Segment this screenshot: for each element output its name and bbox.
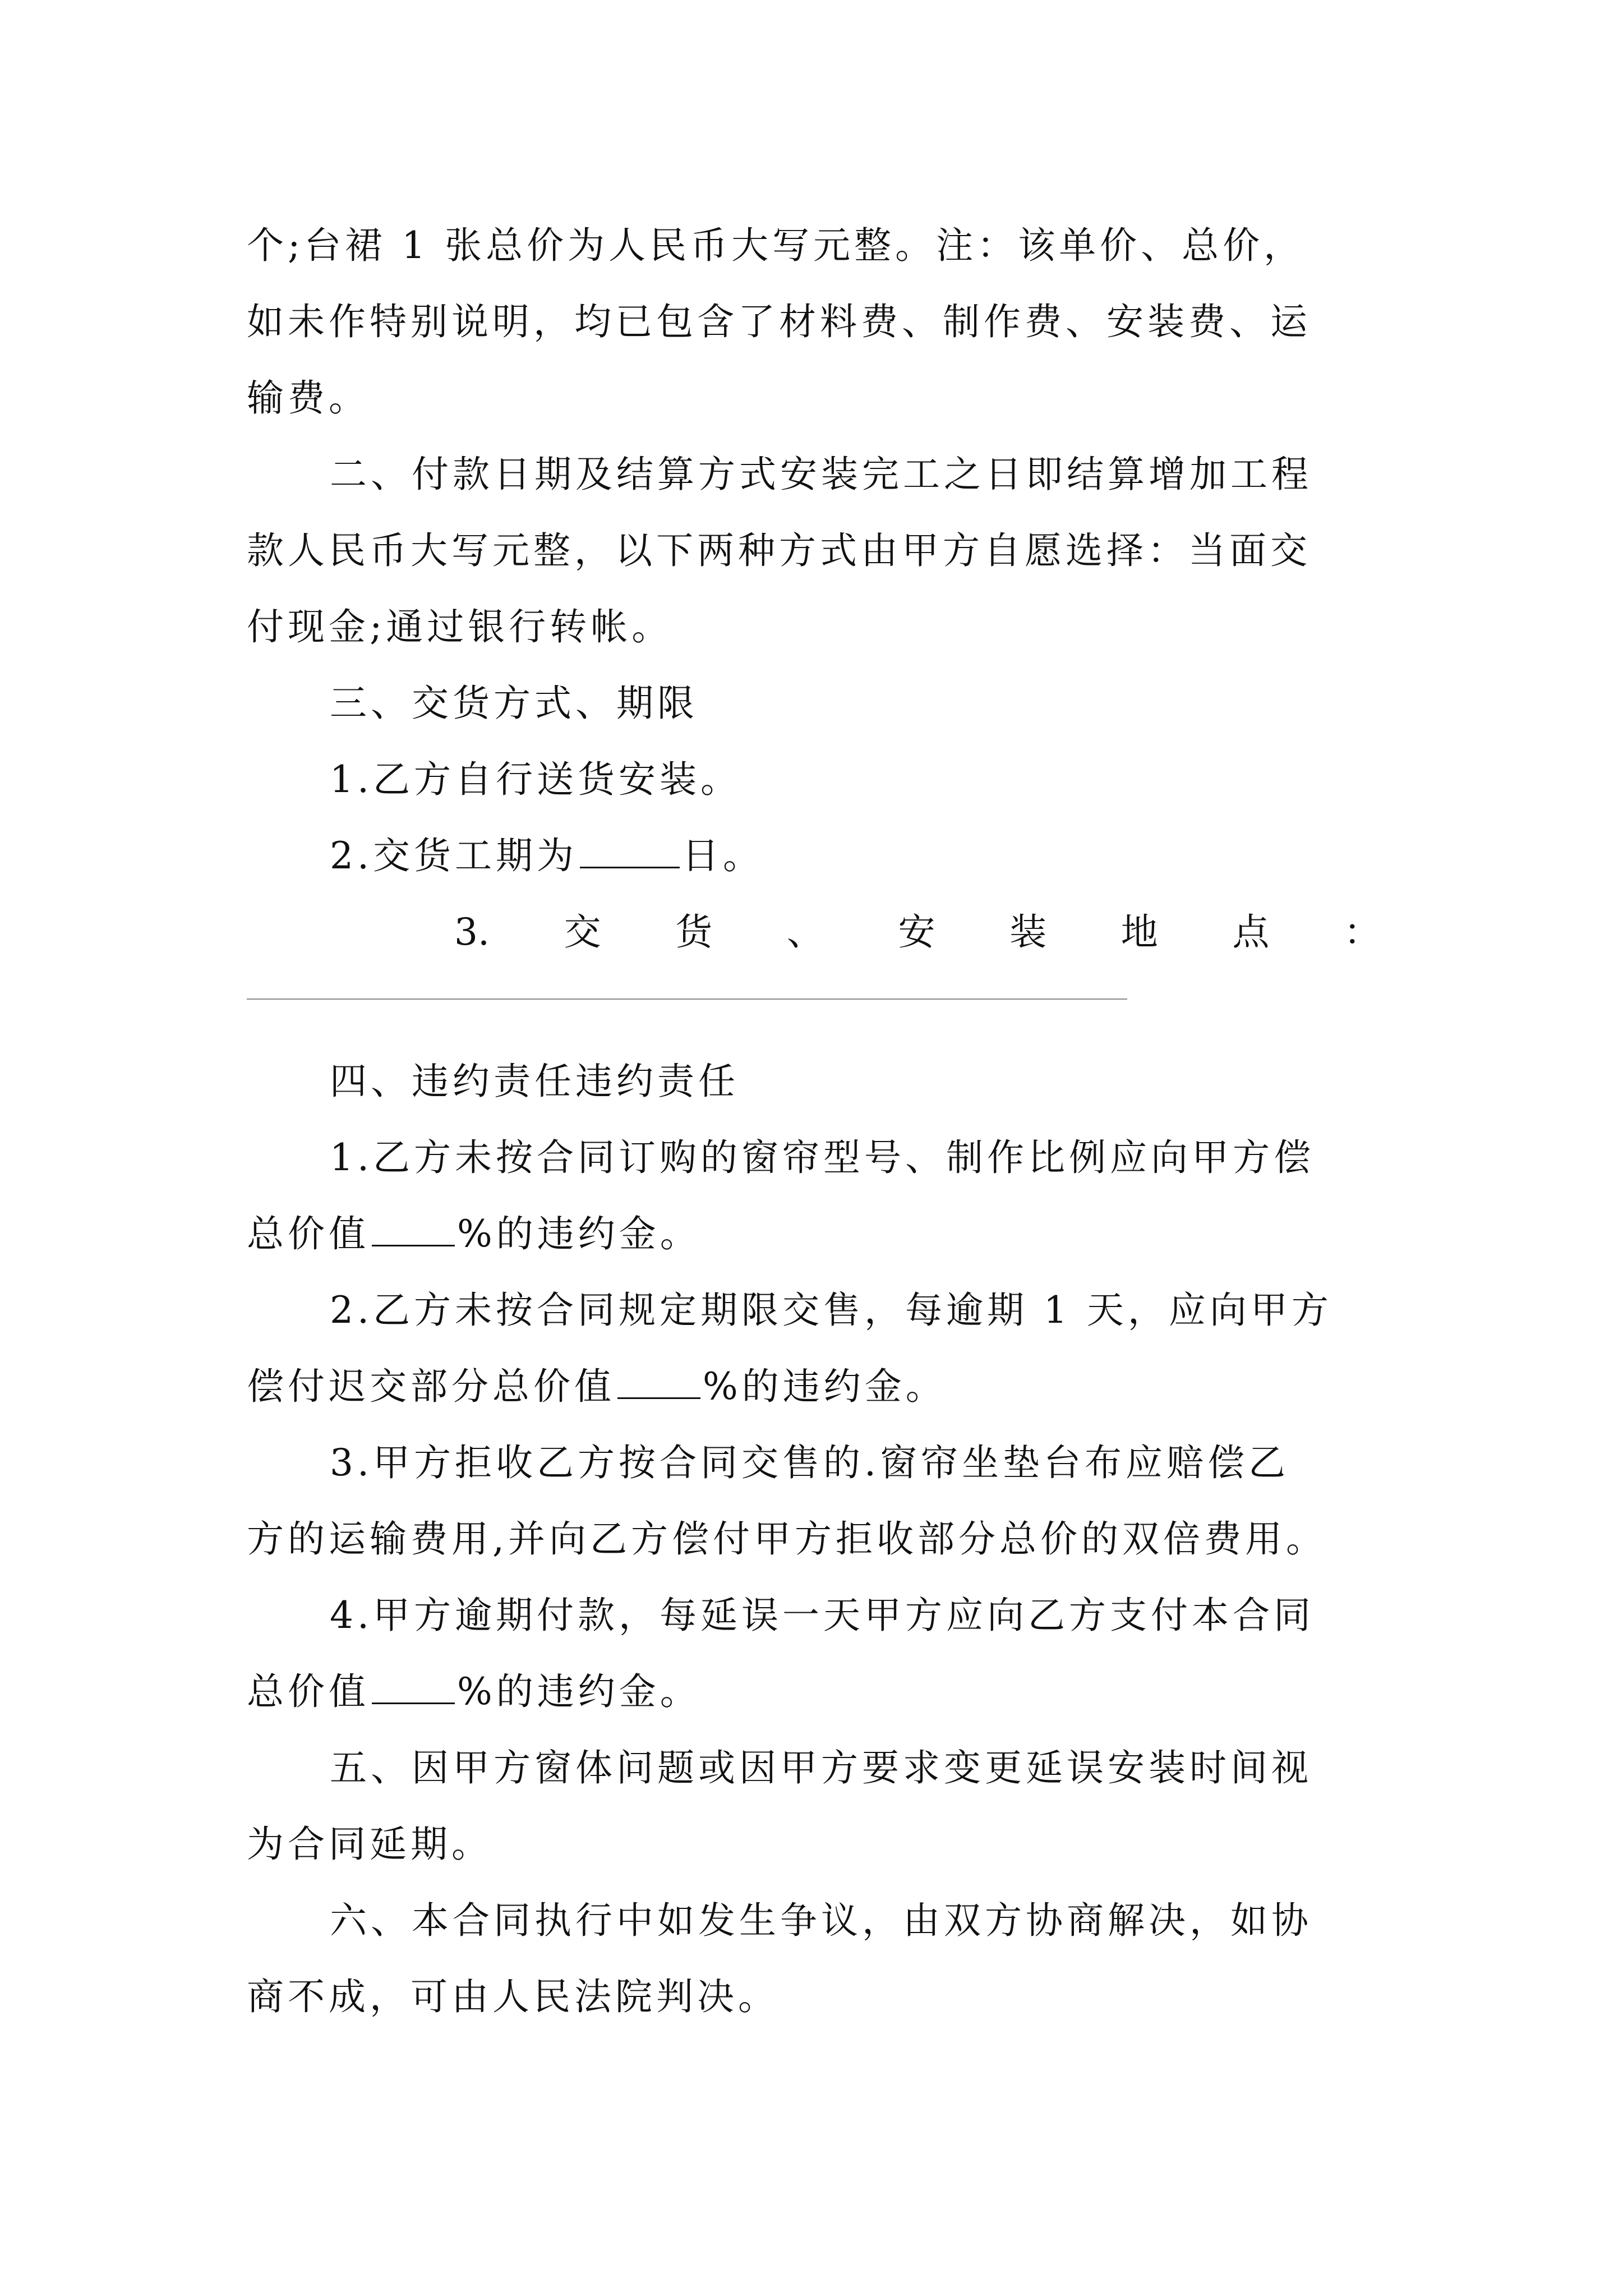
list-item: 1.乙方未按合同订购的窗帘型号、制作比例应向甲方偿 [330, 1136, 1315, 1179]
list-item-text: %的违约金。 [703, 1365, 947, 1408]
paragraph-line: 为合同延期。 [247, 1823, 492, 1866]
paragraph-line: 个;台裙 1 张总价为人民币大写元整。注：该单价、总价， [247, 224, 1305, 267]
list-item-text: 2.交货工期为 [330, 834, 578, 877]
list-item-continuation: 方的运输费用,并向乙方偿付甲方拒收部分总价的双倍费用。 [247, 1517, 1327, 1561]
section-heading: 三、交货方式、期限 [330, 682, 698, 725]
list-item-text: 偿付迟交部分总价值 [247, 1365, 615, 1408]
list-item [247, 818, 1385, 894]
fill-in-blank [372, 1673, 455, 1704]
spread-char: 、 [786, 910, 824, 954]
section-heading: 四、违约责任违约责任 [330, 1060, 739, 1103]
list-item-text: 日。 [681, 834, 764, 877]
spread-char: ： [1343, 910, 1381, 954]
spread-char: 装 [1009, 910, 1047, 954]
fill-in-blank [617, 1368, 700, 1399]
section-heading: 六、本合同执行中如发生争议，由双方协商解决，如协 [330, 1899, 1312, 1942]
list-item-text: %的违约金。 [457, 1670, 701, 1713]
spread-char: 点 [1232, 910, 1270, 954]
paragraph-line: 款人民币大写元整，以下两种方式由甲方自愿选择：当面交 [247, 529, 1311, 572]
location-blank-line [247, 999, 1127, 1000]
spread-char: 3. [454, 910, 490, 954]
list-item-text: 总价值 [247, 1670, 370, 1713]
fill-in-blank [580, 838, 680, 868]
list-item-continuation [247, 1349, 1385, 1425]
list-item: 4.甲方逾期付款，每延误一天甲方应向乙方支付本合同 [330, 1594, 1315, 1637]
location-blank-row [247, 970, 1385, 1043]
paragraph-line: 输费。 [247, 376, 370, 420]
spread-char: 地 [1121, 910, 1158, 954]
list-item-continuation [247, 1196, 1385, 1272]
section-heading: 五、因甲方窗体问题或因甲方要求变更延误安装时间视 [330, 1746, 1312, 1789]
section-heading: 二、付款日期及结算方式安装完工之日即结算增加工程 [330, 453, 1312, 496]
fill-in-blank [372, 1216, 455, 1246]
list-item: 2.乙方未按合同规定期限交售，每逾期 1 天，应向甲方 [330, 1289, 1332, 1332]
list-item-delivery-location [247, 894, 1385, 970]
list-item-text: %的违约金。 [457, 1212, 701, 1255]
spread-char: 安 [898, 910, 935, 954]
paragraph-line: 商不成，可由人民法院判决。 [247, 1975, 779, 2018]
list-item: 1.乙方自行送货安装。 [330, 758, 741, 801]
spread-char: 货 [675, 910, 713, 954]
spread-char: 交 [564, 910, 601, 954]
list-item-continuation [247, 1654, 1385, 1730]
contract-text-body [247, 208, 1385, 2035]
list-item: 3.甲方拒收乙方按合同交售的.窗帘坐垫台布应赔偿乙 [330, 1441, 1289, 1484]
list-item-text: 总价值 [247, 1212, 370, 1255]
paragraph-line: 付现金;通过银行转帐。 [247, 605, 673, 648]
paragraph-line: 如未作特别说明，均已包含了材料费、制作费、安装费、运 [247, 300, 1311, 343]
